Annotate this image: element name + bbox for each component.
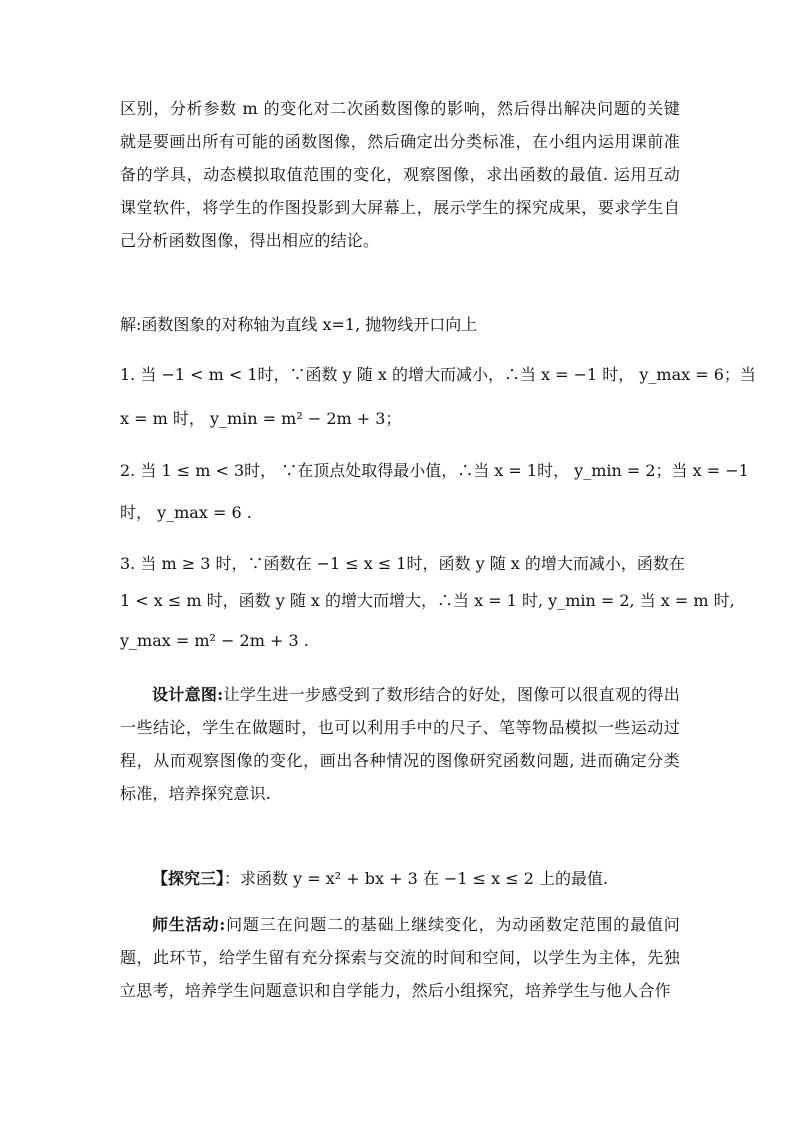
intro-paragraph: 区别，分析参数 m 的变化对二次函数图像的影响，然后得出解决问题的关键就是要画出所有可能的函数图像，然后确定出分类标准，在小组内运用课前准备的学具，动态模拟取值范围的变化，观察图像，求出函数的最值. 运用互动课堂软件，将学生的作图投影到大屏幕上，展示学生的探究成果，要求学生自己分析函数图像，得出相应的结论。 xyxy=(120,99,680,250)
inquiry-three xyxy=(152,868,608,890)
design-intent-text: 让学生进一步感受到了数形结合的好处，图像可以很直观的得出一些结论，学生在做题时，也可以利用手中的尺子、笔等物品模拟一些运动过程，从而观察图像的变化，画出各种情况的图像研究函数问题, 进而确定分类标准，培养探究意识. xyxy=(120,685,680,803)
design-intent-paragraph xyxy=(120,678,680,810)
case2-line1: 2. 当 1 ≤ m < 3时， ∵在顶点处取得最小值，∴当 x = 1时， y_min = 2；当 x = −1 xyxy=(120,461,749,480)
activity-label: 师生活动: xyxy=(152,915,226,934)
activity-text: 问题三在问题二的基础上继续变化，为动函数定范围的最值问题，此环节，给学生留有充分探索与交流的时间和空间，以学生为主体，先独立思考，培养学生问题意识和自学能力，然后小组探究，培养学生与他人合作 xyxy=(120,915,680,1000)
solution-header: 解:函数图象的对称轴为直线 x=1, 抛物线开口向上 xyxy=(120,315,478,334)
case3-line3: y_max = m² − 2m + 3 . xyxy=(120,631,309,650)
inquiry-three-text: ：求函数 y = x² + bx + 3 在 −1 ≤ x ≤ 2 上的最值. xyxy=(224,869,609,888)
case3-line1: 3. 当 m ≥ 3 时，∵函数在 −1 ≤ x ≤ 1时，函数 y 随 x 的增大而减小，函数在 xyxy=(120,554,685,573)
inquiry-three-label: 【探究三】 xyxy=(152,869,225,888)
case3-line2: 1 < x ≤ m 时，函数 y 随 x 的增大而增大，∴当 x = 1 时, y_min = 2, 当 x = m 时, xyxy=(120,591,735,610)
case2-line2: 时， y_max = 6 . xyxy=(120,503,252,522)
design-intent-label: 设计意图: xyxy=(152,685,224,704)
teacher-student-activity-paragraph xyxy=(120,908,680,1007)
case1-line2: x = m 时， y_min = m² − 2m + 3； xyxy=(120,409,402,428)
case1-line1: 1. 当 −1 < m < 1时，∵函数 y 随 x 的增大而减小，∴当 x = −1 时， y_max = 6；当 xyxy=(120,365,756,384)
